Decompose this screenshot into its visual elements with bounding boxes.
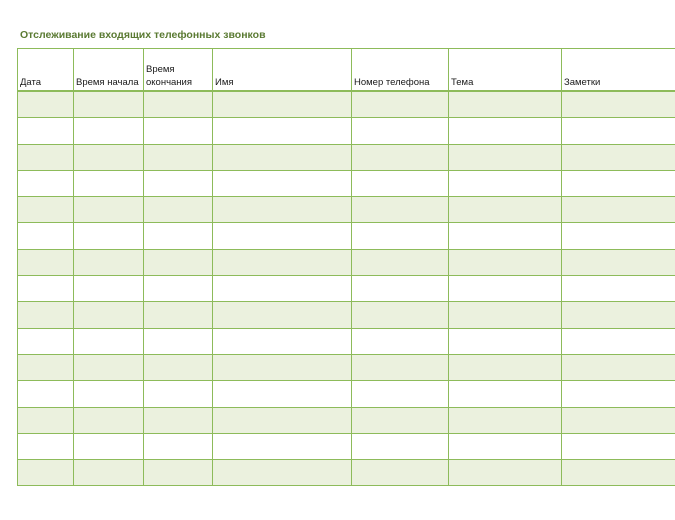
cell-start[interactable] xyxy=(74,197,144,223)
cell-end[interactable] xyxy=(144,354,213,380)
call-log-table xyxy=(17,48,675,486)
cell-name[interactable] xyxy=(213,407,352,433)
cell-topic[interactable] xyxy=(449,144,562,170)
cell-end[interactable] xyxy=(144,433,213,459)
column-header-start-time: Время начала xyxy=(74,49,144,92)
cell-date[interactable] xyxy=(18,118,74,144)
table-row xyxy=(18,433,675,459)
cell-date[interactable] xyxy=(18,91,74,118)
cell-phone[interactable] xyxy=(352,354,449,380)
cell-date[interactable] xyxy=(18,197,74,223)
cell-date[interactable] xyxy=(18,328,74,354)
cell-notes[interactable] xyxy=(562,223,675,249)
cell-notes[interactable] xyxy=(562,354,675,380)
table-body xyxy=(18,91,675,486)
document-title: Отслеживание входящих телефонных звонков xyxy=(20,29,266,41)
cell-phone[interactable] xyxy=(352,197,449,223)
cell-end[interactable] xyxy=(144,381,213,407)
cell-notes[interactable] xyxy=(562,118,675,144)
cell-name[interactable] xyxy=(213,460,352,486)
cell-start[interactable] xyxy=(74,407,144,433)
cell-notes[interactable] xyxy=(562,249,675,275)
cell-start[interactable] xyxy=(74,249,144,275)
cell-notes[interactable] xyxy=(562,433,675,459)
cell-end[interactable] xyxy=(144,302,213,328)
cell-topic[interactable] xyxy=(449,223,562,249)
cell-start[interactable] xyxy=(74,276,144,302)
cell-name[interactable] xyxy=(213,144,352,170)
cell-phone[interactable] xyxy=(352,276,449,302)
cell-topic[interactable] xyxy=(449,407,562,433)
cell-topic[interactable] xyxy=(449,276,562,302)
column-header-end-time: Время окончания xyxy=(144,49,213,92)
column-header-notes: Заметки xyxy=(562,49,675,92)
table-row xyxy=(18,223,675,249)
cell-phone[interactable] xyxy=(352,328,449,354)
cell-start[interactable] xyxy=(74,328,144,354)
cell-phone[interactable] xyxy=(352,381,449,407)
cell-notes[interactable] xyxy=(562,328,675,354)
table-row xyxy=(18,144,675,170)
table-row xyxy=(18,354,675,380)
cell-topic[interactable] xyxy=(449,328,562,354)
table-header-row xyxy=(18,49,675,92)
cell-date[interactable] xyxy=(18,381,74,407)
cell-notes[interactable] xyxy=(562,144,675,170)
column-header-topic: Тема xyxy=(449,49,562,92)
cell-date[interactable] xyxy=(18,144,74,170)
cell-start[interactable] xyxy=(74,144,144,170)
cell-end[interactable] xyxy=(144,460,213,486)
cell-date[interactable] xyxy=(18,302,74,328)
cell-date[interactable] xyxy=(18,170,74,196)
cell-name[interactable] xyxy=(213,249,352,275)
cell-name[interactable] xyxy=(213,223,352,249)
cell-name[interactable] xyxy=(213,433,352,459)
cell-notes[interactable] xyxy=(562,170,675,196)
cell-end[interactable] xyxy=(144,170,213,196)
cell-topic[interactable] xyxy=(449,118,562,144)
table-row xyxy=(18,91,675,118)
cell-notes[interactable] xyxy=(562,407,675,433)
cell-end[interactable] xyxy=(144,144,213,170)
cell-date[interactable] xyxy=(18,223,74,249)
cell-topic[interactable] xyxy=(449,197,562,223)
cell-end[interactable] xyxy=(144,118,213,144)
cell-name[interactable] xyxy=(213,170,352,196)
cell-notes[interactable] xyxy=(562,381,675,407)
cell-start[interactable] xyxy=(74,91,144,118)
cell-date[interactable] xyxy=(18,460,74,486)
cell-end[interactable] xyxy=(144,223,213,249)
cell-name[interactable] xyxy=(213,276,352,302)
cell-start[interactable] xyxy=(74,460,144,486)
table-row xyxy=(18,407,675,433)
cell-start[interactable] xyxy=(74,381,144,407)
cell-topic[interactable] xyxy=(449,91,562,118)
table-row xyxy=(18,381,675,407)
cell-topic[interactable] xyxy=(449,302,562,328)
cell-end[interactable] xyxy=(144,197,213,223)
cell-phone[interactable] xyxy=(352,302,449,328)
cell-notes[interactable] xyxy=(562,197,675,223)
cell-name[interactable] xyxy=(213,302,352,328)
cell-phone[interactable] xyxy=(352,118,449,144)
cell-start[interactable] xyxy=(74,302,144,328)
cell-start[interactable] xyxy=(74,223,144,249)
cell-date[interactable] xyxy=(18,354,74,380)
cell-end[interactable] xyxy=(144,276,213,302)
cell-phone[interactable] xyxy=(352,407,449,433)
cell-notes[interactable] xyxy=(562,276,675,302)
table-row xyxy=(18,249,675,275)
table-row xyxy=(18,460,675,486)
table-row xyxy=(18,170,675,196)
cell-date[interactable] xyxy=(18,407,74,433)
cell-notes[interactable] xyxy=(562,460,675,486)
cell-date[interactable] xyxy=(18,249,74,275)
cell-end[interactable] xyxy=(144,91,213,118)
cell-phone[interactable] xyxy=(352,249,449,275)
cell-phone[interactable] xyxy=(352,433,449,459)
cell-end[interactable] xyxy=(144,249,213,275)
cell-phone[interactable] xyxy=(352,223,449,249)
cell-topic[interactable] xyxy=(449,249,562,275)
cell-name[interactable] xyxy=(213,328,352,354)
cell-start[interactable] xyxy=(74,433,144,459)
cell-end[interactable] xyxy=(144,328,213,354)
table-row xyxy=(18,328,675,354)
column-header-date: Дата xyxy=(18,49,74,92)
cell-date[interactable] xyxy=(18,276,74,302)
cell-name[interactable] xyxy=(213,381,352,407)
table-row xyxy=(18,276,675,302)
cell-name[interactable] xyxy=(213,197,352,223)
cell-notes[interactable] xyxy=(562,302,675,328)
cell-date[interactable] xyxy=(18,433,74,459)
cell-notes[interactable] xyxy=(562,91,675,118)
cell-name[interactable] xyxy=(213,118,352,144)
cell-phone[interactable] xyxy=(352,91,449,118)
cell-topic[interactable] xyxy=(449,170,562,196)
cell-topic[interactable] xyxy=(449,354,562,380)
cell-name[interactable] xyxy=(213,354,352,380)
cell-topic[interactable] xyxy=(449,381,562,407)
table-row xyxy=(18,118,675,144)
cell-topic[interactable] xyxy=(449,460,562,486)
column-header-phone: Номер телефона xyxy=(352,49,449,92)
cell-phone[interactable] xyxy=(352,460,449,486)
table-row xyxy=(18,302,675,328)
column-header-name: Имя xyxy=(213,49,352,92)
cell-phone[interactable] xyxy=(352,144,449,170)
cell-start[interactable] xyxy=(74,354,144,380)
cell-name[interactable] xyxy=(213,91,352,118)
cell-phone[interactable] xyxy=(352,170,449,196)
cell-start[interactable] xyxy=(74,170,144,196)
cell-topic[interactable] xyxy=(449,433,562,459)
cell-start[interactable] xyxy=(74,118,144,144)
cell-end[interactable] xyxy=(144,407,213,433)
table-row xyxy=(18,197,675,223)
